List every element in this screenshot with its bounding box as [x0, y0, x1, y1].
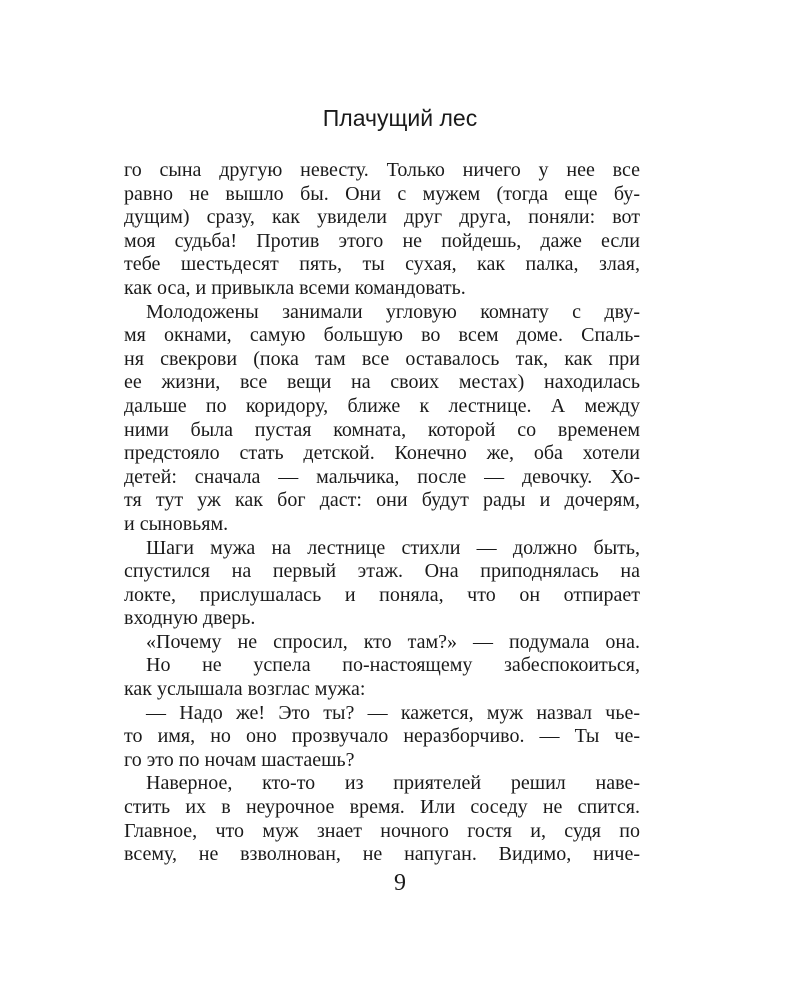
text-line: Наверное, кто-то из приятелей решил наве-	[146, 772, 640, 795]
text-line: детей: сначала — мальчика, после — девочку. Хо-	[124, 465, 640, 488]
text-line: то имя, но оно прозвучало неразборчиво. — Ты че-	[124, 725, 640, 748]
text-line: мя окнами, самую большую во всем доме. Спаль-	[124, 324, 640, 347]
text-line: Шаги мужа на лестнице стихли — должно быть,	[146, 536, 640, 559]
text-line: го сына другую невесту. Только ничего у нее все	[124, 159, 640, 181]
text-line: моя судьба! Против этого не пойдешь, даже если	[124, 229, 640, 252]
body-text	[124, 159, 640, 867]
text-line: ее жизни, все вещи на своих местах) находилась	[124, 371, 640, 394]
text-line: как услышала возглас мужа:	[124, 678, 366, 701]
text-line: дальше по коридору, ближе к лестнице. А между	[124, 394, 640, 417]
text-line: локте, прислушалась и поняла, что он отпирает	[124, 583, 640, 606]
text-line: тебе шестьдесят пять, ты сухая, как палка, злая,	[124, 253, 640, 276]
text-line: тя тут уж как бог даст: они будут рады и дочерям,	[124, 489, 640, 512]
text-line: и сыновьям.	[124, 512, 229, 535]
text-line: как оса, и привыкла всеми командовать.	[124, 276, 466, 299]
text-line: — Надо же! Это ты? — кажется, муж назвал чье-	[146, 701, 640, 724]
text-line: стить их в неурочное время. Или соседу не спится.	[124, 796, 640, 819]
text-line: Главное, что муж знает ночного гостя и, судя по	[124, 819, 640, 842]
running-head-title: Плачущий лес	[322, 105, 478, 131]
text-line: Но не успела по-настоящему забеспокоиться,	[146, 654, 640, 677]
page-number: 9	[394, 870, 406, 896]
text-line: спустился на первый этаж. Она приподнялась на	[124, 560, 640, 583]
text-line: дущим) сразу, как увидели друг друга, поняли: вот	[124, 206, 640, 229]
text-line: ня свекрови (пока там все оставалось так, как при	[124, 347, 640, 370]
text-line: входную дверь.	[124, 607, 256, 630]
text-line: Молодожены занимали угловую комнату с дву-	[146, 300, 640, 323]
text-line: ними была пустая комната, которой со временем	[124, 418, 640, 441]
text-line: равно не вышло бы. Они с мужем (тогда еще бу-	[124, 182, 640, 205]
text-line: го это по ночам шастаешь?	[124, 748, 355, 771]
text-line: предстояло стать детской. Конечно же, оба хотели	[124, 442, 640, 465]
text-line: всему, не взволнован, не напуган. Видимо, ниче-	[124, 843, 640, 866]
text-line: «Почему не спросил, кто там?» — подумала она.	[146, 630, 640, 653]
